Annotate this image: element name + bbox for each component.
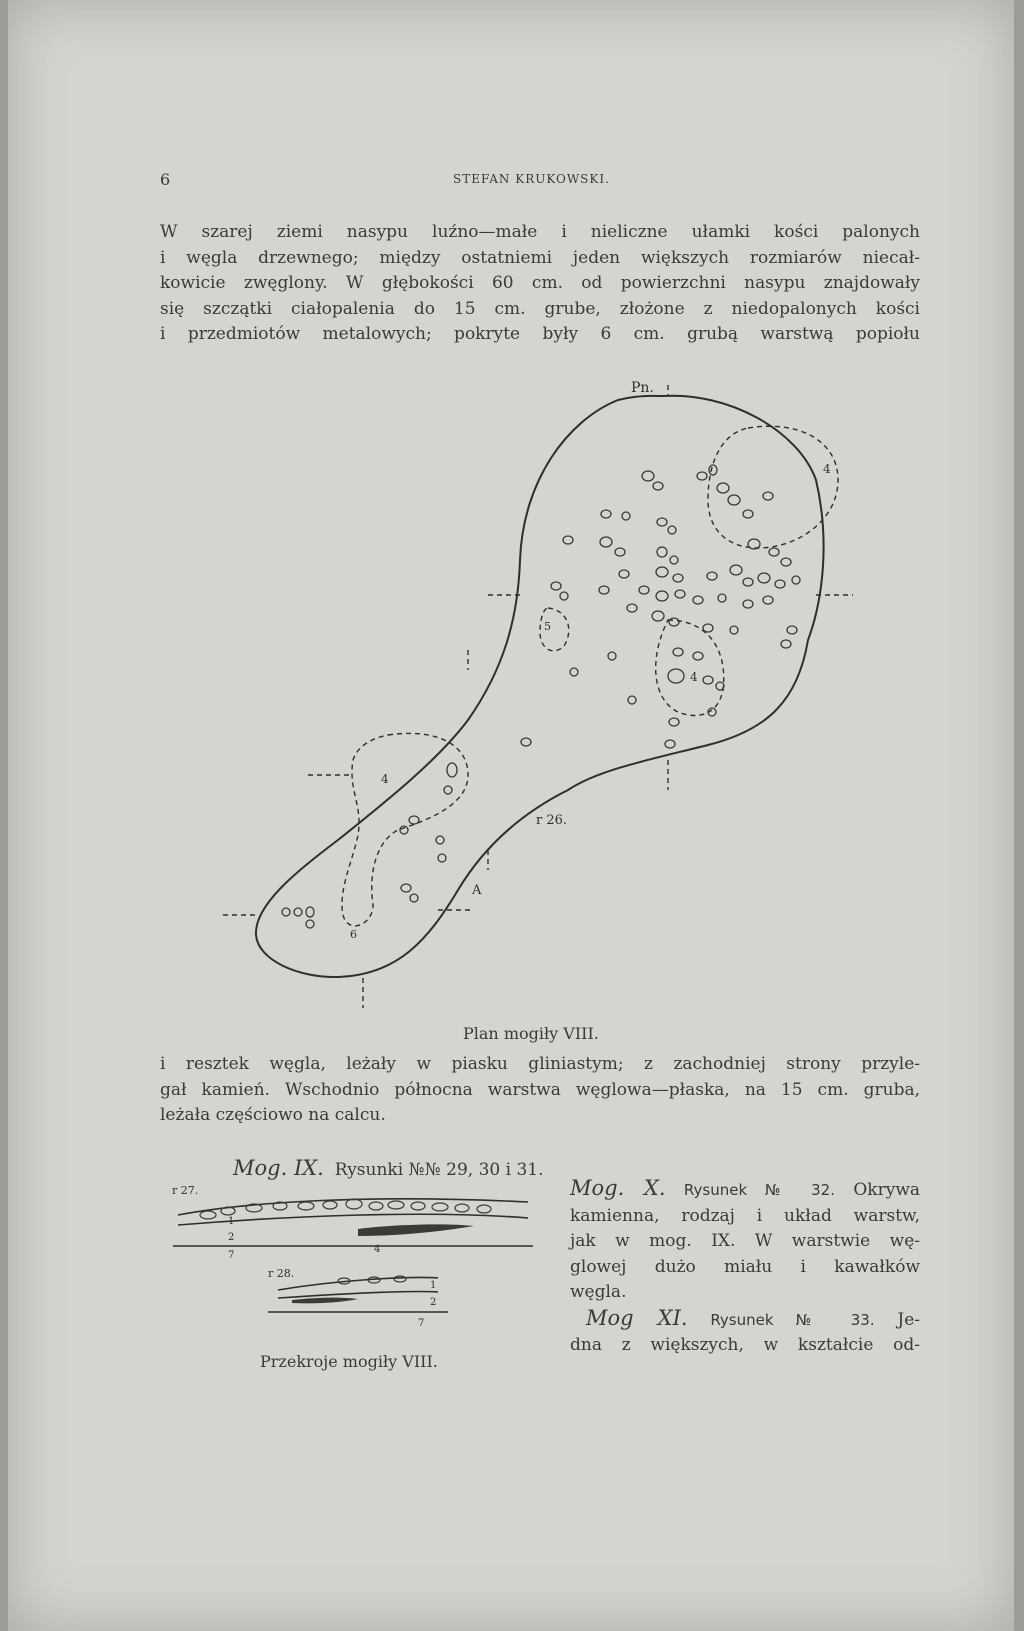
charcoal-lens-a (358, 1224, 474, 1236)
mog-x-first-words: Okrywa (853, 1180, 921, 1200)
mog-ix-title: Mog. IX. (233, 1156, 324, 1180)
text-line: i węgla drzewnego; między ostatniemi jeden większych rozmiarów niecał- (160, 247, 920, 268)
plan-label-a: A (472, 883, 482, 898)
barrow-outline (256, 396, 824, 977)
text-line: gał kamień. Wschodnio północna warstwa węglowa—płaska, na 15 cm. gruba, (160, 1079, 920, 1100)
mog-ix-reference: Rysunki №№ 29, 30 i 31. (334, 1160, 544, 1180)
plan-label-6: 6 (350, 928, 357, 941)
paragraph-mid (160, 1052, 920, 1129)
text-line: leżała częściowo na calcu. (160, 1105, 386, 1125)
text-line: i resztek węgla, leżały w piasku gliniastym; z zachodniej strony przyle- (160, 1054, 920, 1074)
text-line: W szarej ziemi nasypu luźno—małe i nieliczne ułamki kości palonych (160, 222, 920, 242)
section-label-2: 2 (228, 1232, 235, 1243)
sections-caption: Przekroje mogiły VIII. (260, 1352, 438, 1371)
mog-x-title: Mog. X. (570, 1176, 666, 1200)
charcoal-lens-b (292, 1298, 358, 1304)
mog-xi-first-words: Je- (897, 1309, 920, 1330)
section-label-r28: r 28. (268, 1267, 295, 1280)
text-line: glowej dużo miału i kawałków (570, 1256, 920, 1277)
section-label-r27: r 27. (172, 1184, 199, 1197)
page-number: 6 (160, 170, 171, 189)
section-b-top (278, 1278, 438, 1291)
dashed-zone-center (656, 620, 724, 716)
plan-label-pn: Pn. (631, 380, 654, 396)
mog-xi-title: Mog XI. (586, 1305, 688, 1330)
plan-caption: Plan mogiły VIII. (463, 1024, 599, 1043)
text-line: jak w mog. IX. W warstwie wę- (570, 1231, 920, 1251)
mog-ix-line (233, 1156, 544, 1180)
section-label-1b: 1 (430, 1280, 437, 1291)
plan-figure (8, 0, 1014, 1631)
text-line: i przedmiotów metalowych; pokryte były 6 cm. grubą warstwą popiołu (160, 324, 920, 344)
section-label-1: 1 (228, 1216, 235, 1227)
text-line: kowicie zwęglony. W głębokości 60 cm. od powierzchni nasypu znajdowały (160, 273, 920, 293)
document-page (8, 0, 1014, 1631)
section-label-2b: 2 (430, 1297, 437, 1308)
plan-label-4a: 4 (823, 462, 831, 476)
section-label-7: 7 (228, 1250, 235, 1261)
mog-x-first-line (570, 1176, 920, 1204)
mog-xi-first-line (570, 1306, 920, 1334)
dashed-zone-southwest (342, 733, 468, 925)
mog-xi-reference: Rysunek № 33. (710, 1310, 875, 1329)
paragraph-right (570, 1176, 920, 1359)
plan-label-4c: 4 (381, 772, 389, 786)
section-label-4: 4 (374, 1244, 381, 1255)
text-line: dna z większych, w kształcie od- (570, 1335, 920, 1355)
text-line: kamienna, rodzaj i układ warstw, (570, 1205, 920, 1226)
plan-label-5: 5 (544, 620, 551, 633)
section-label-7b: 7 (418, 1318, 425, 1329)
plan-label-4b: 4 (690, 670, 698, 684)
section-b-layer (278, 1291, 438, 1298)
mog-x-reference: Rysunek № 32. (683, 1181, 835, 1199)
sections-figure (168, 1180, 548, 1350)
text-line: się szczątki ciałopalenia do 15 cm. grube, złożone z niedopalonych kości (160, 298, 920, 319)
text-line: węgla. (570, 1282, 627, 1302)
running-head: STEFAN KRUKOWSKI. (453, 172, 610, 186)
plan-label-26: r 26. (536, 813, 568, 828)
